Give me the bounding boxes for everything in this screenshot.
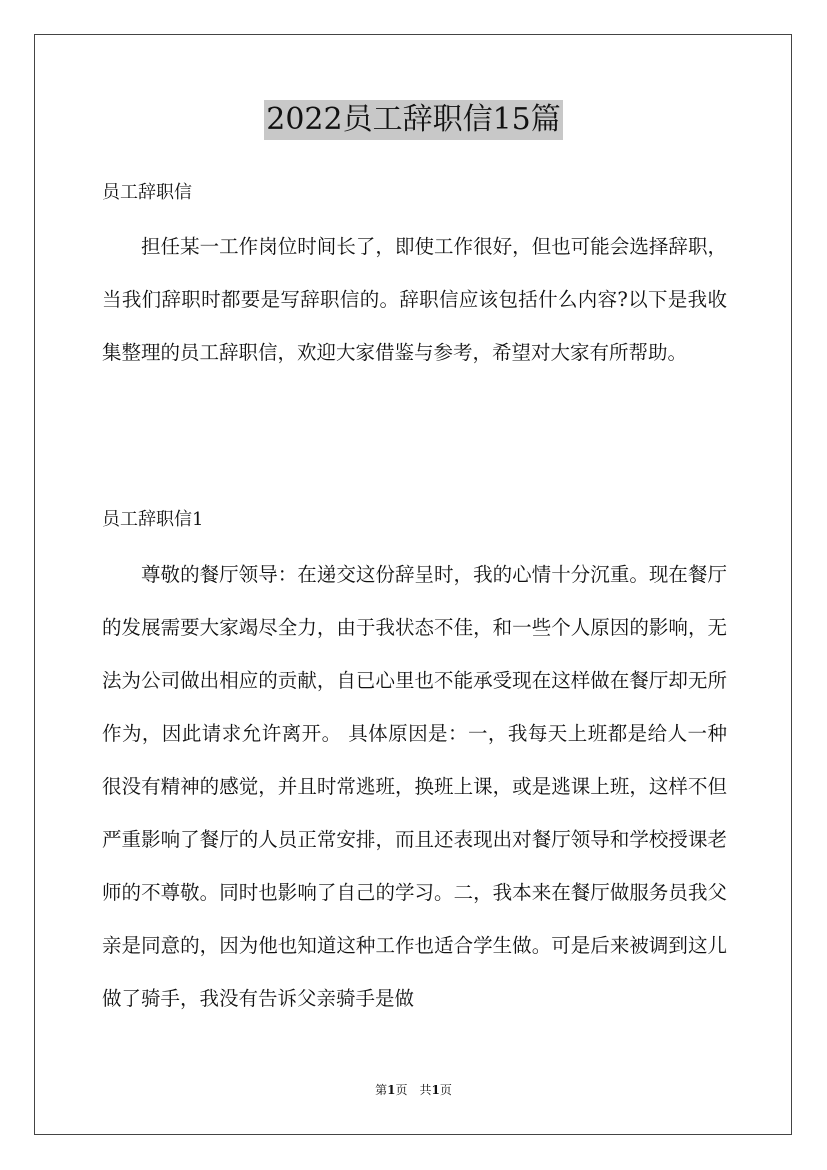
document-title: 2022员工辞职信15篇 (264, 100, 563, 140)
intro-paragraph: 担任某一工作岗位时间长了，即使工作很好，但也可能会选择辞职，当我们辞职时都要是写辞职信的。辞职信应该包括什么内容?以下是我收集整理的员工辞职信，欢迎大家借鉴与参考，希望对大家有所帮助。 (102, 235, 727, 364)
footer-page-current: 1 (387, 1083, 396, 1097)
letter-1-paragraph: 尊敬的餐厅领导：在递交这份辞呈时，我的心情十分沉重。现在餐厅的发展需要大家竭尽全力，由于我状态不佳，和一些个人原因的影响，无法为公司做出相应的贡献，自已心里也不能承受现在这样做在餐厅却无所作为，因此请求允许离开。 具体原因是：一，我每天上班都是给人一种很没有精神的感觉，并且时常逃班，换班上课，或是逃课上班，这样不但严重影响了餐厅的人员正常安排，而且还表现出对餐厅领导和学校授课老师的不尊敬。同时也影响了自己的学习。二，我本来在餐厅做服务员我父亲是同意的，因为他也知道这种工作也适合学生做。可是后来被调到这儿做了骑手，我没有告诉父亲骑手是做 (102, 563, 727, 1010)
footer-page-suffix: 页 (439, 1083, 452, 1097)
footer-page-total: 1 (431, 1083, 440, 1097)
section-heading-letter-1: 员工辞职信1 (102, 509, 204, 530)
page-footer (0, 1082, 827, 1098)
title-container (0, 100, 827, 140)
footer-page-mid: 页 共 (395, 1083, 432, 1097)
footer-page-prefix: 第 (375, 1083, 388, 1097)
section-heading-intro: 员工辞职信 (102, 182, 192, 203)
